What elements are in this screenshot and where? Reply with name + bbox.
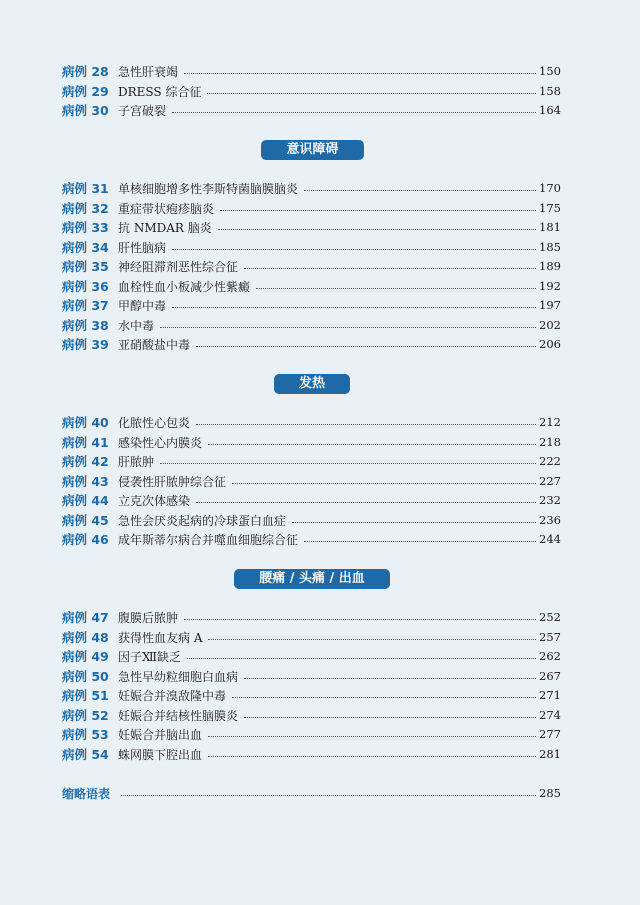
page-number: 227: [539, 474, 561, 488]
case-title: 妊娠合并结核性脑膜炎: [118, 708, 239, 723]
dot-leader: [304, 540, 536, 542]
section-heading-fever: 发热: [274, 374, 350, 394]
case-number: 病例 33: [62, 220, 109, 235]
dot-leader: [256, 287, 536, 289]
case-title: 神经阻滞剂恶性综合征: [118, 259, 239, 274]
page-number: 192: [539, 279, 561, 293]
case-title: 感染性心内膜炎: [118, 435, 203, 450]
toc-entry[interactable]: [62, 491, 561, 509]
page-number: 257: [539, 630, 561, 644]
case-title: 化脓性心包炎: [118, 415, 191, 430]
page-number: 271: [539, 688, 561, 702]
case-number: 病例 36: [62, 279, 109, 294]
abbreviations-label: 缩略语表: [62, 786, 111, 801]
toc-entry[interactable]: [62, 413, 561, 431]
case-title: 成年斯蒂尔病合并噬血细胞综合征: [118, 532, 299, 547]
case-number: 病例 53: [62, 727, 109, 742]
case-title: 亚硝酸盐中毒: [118, 337, 191, 352]
case-title: 妊娠合并脑出血: [118, 727, 203, 742]
toc-entry[interactable]: [62, 608, 561, 626]
toc-entry[interactable]: [62, 257, 561, 275]
page-number: 164: [539, 103, 561, 117]
dot-leader: [244, 267, 536, 269]
dot-leader: [244, 677, 536, 679]
toc-entry[interactable]: [62, 316, 561, 334]
page-number: 218: [539, 435, 561, 449]
toc-entry[interactable]: [62, 472, 561, 490]
toc-entry[interactable]: [62, 179, 561, 197]
toc-entry[interactable]: [62, 530, 561, 548]
page-number: 285: [539, 786, 561, 800]
page-number: 267: [539, 669, 561, 683]
page-number: 222: [539, 454, 561, 468]
dot-leader: [184, 72, 536, 74]
case-title: 获得性血友病 A: [118, 630, 203, 645]
case-number: 病例 41: [62, 435, 109, 450]
toc-entry-abbreviations[interactable]: [62, 784, 561, 802]
toc-entry[interactable]: [62, 667, 561, 685]
case-title: 侵袭性肝脓肿综合征: [118, 474, 227, 489]
case-title: 肝脓肿: [118, 454, 155, 469]
toc-entry[interactable]: [62, 511, 561, 529]
case-title: 单核细胞增多性李斯特菌脑膜脑炎: [118, 181, 299, 196]
case-number: 病例 44: [62, 493, 109, 508]
case-number: 病例 49: [62, 649, 109, 664]
dot-leader: [208, 755, 536, 757]
toc-entry[interactable]: [62, 62, 561, 80]
page-number: 185: [539, 240, 561, 254]
case-number: 病例 48: [62, 630, 109, 645]
toc-entry[interactable]: [62, 277, 561, 295]
case-title: 因子Ⅻ缺乏: [118, 649, 182, 664]
case-number: 病例 52: [62, 708, 109, 723]
case-title: DRESS 综合征: [118, 84, 202, 99]
section-heading-consciousness: 意识障碍: [261, 140, 364, 160]
dot-leader: [232, 482, 536, 484]
case-title: 子宫破裂: [118, 103, 167, 118]
case-title: 蛛网膜下腔出血: [118, 747, 203, 762]
case-title: 肝性脑病: [118, 240, 167, 255]
case-number: 病例 30: [62, 103, 109, 118]
toc-entry[interactable]: [62, 686, 561, 704]
page-number: 244: [539, 532, 561, 546]
toc-entry[interactable]: [62, 647, 561, 665]
dot-leader: [196, 501, 536, 503]
page-number: 158: [539, 84, 561, 98]
case-number: 病例 47: [62, 610, 109, 625]
case-number: 病例 46: [62, 532, 109, 547]
case-number: 病例 29: [62, 84, 109, 99]
page-number: 236: [539, 513, 561, 527]
page-number: 281: [539, 747, 561, 761]
dot-leader: [244, 716, 536, 718]
case-title: 重症带状疱疹脑炎: [118, 201, 215, 216]
dot-leader: [292, 521, 536, 523]
page-number: 252: [539, 610, 561, 624]
page-number: 197: [539, 298, 561, 312]
dot-leader: [172, 306, 536, 308]
page-number: 274: [539, 708, 561, 722]
toc-entry[interactable]: [62, 101, 561, 119]
toc-entry[interactable]: [62, 296, 561, 314]
case-title: 血栓性血小板减少性紫癜: [118, 279, 251, 294]
toc-entry[interactable]: [62, 725, 561, 743]
page-number: 170: [539, 181, 561, 195]
case-number: 病例 45: [62, 513, 109, 528]
case-number: 病例 50: [62, 669, 109, 684]
case-number: 病例 54: [62, 747, 109, 762]
dot-leader: [232, 696, 536, 698]
dot-leader: [218, 228, 536, 230]
page-number: 212: [539, 415, 561, 429]
page-number: 189: [539, 259, 561, 273]
section-heading-pain-bleeding: 腰痛 / 头痛 / 出血: [234, 569, 390, 589]
toc-entry[interactable]: [62, 452, 561, 470]
dot-leader: [220, 209, 536, 211]
toc-entry[interactable]: [62, 82, 561, 100]
case-title: 腹膜后脓肿: [118, 610, 179, 625]
case-number: 病例 34: [62, 240, 109, 255]
dot-leader: [196, 423, 536, 425]
toc-entry[interactable]: [62, 745, 561, 763]
toc-entry[interactable]: [62, 199, 561, 217]
dot-leader: [196, 345, 536, 347]
page-number: 277: [539, 727, 561, 741]
dot-leader: [208, 638, 536, 640]
case-title: 急性会厌炎起病的冷球蛋白血症: [118, 513, 287, 528]
case-number: 病例 43: [62, 474, 109, 489]
page-number: 175: [539, 201, 561, 215]
dot-leader: [208, 443, 536, 445]
dot-leader: [208, 735, 536, 737]
case-number: 病例 42: [62, 454, 109, 469]
case-number: 病例 39: [62, 337, 109, 352]
case-title: 甲醇中毒: [118, 298, 167, 313]
page-number: 232: [539, 493, 561, 507]
dot-leader: [172, 248, 536, 250]
page-number: 262: [539, 649, 561, 663]
case-number: 病例 38: [62, 318, 109, 333]
case-number: 病例 28: [62, 64, 109, 79]
case-title: 急性早幼粒细胞白血病: [118, 669, 239, 684]
case-number: 病例 51: [62, 688, 109, 703]
toc-entry[interactable]: [62, 706, 561, 724]
page-number: 150: [539, 64, 561, 78]
case-title: 妊娠合并溴敌隆中毒: [118, 688, 227, 703]
dot-leader: [187, 657, 536, 659]
case-title: 立克次体感染: [118, 493, 191, 508]
dot-leader: [160, 326, 536, 328]
case-number: 病例 35: [62, 259, 109, 274]
case-number: 病例 40: [62, 415, 109, 430]
dot-leader: [160, 462, 536, 464]
dot-leader: [121, 794, 536, 796]
case-title: 抗 NMDAR 脑炎: [118, 220, 212, 235]
case-number: 病例 37: [62, 298, 109, 313]
toc-entry[interactable]: [62, 628, 561, 646]
page-number: 202: [539, 318, 561, 332]
toc-entry[interactable]: [62, 433, 561, 451]
case-title: 急性肝衰竭: [118, 64, 179, 79]
toc-entry[interactable]: [62, 218, 561, 236]
dot-leader: [207, 92, 536, 94]
toc-entry[interactable]: [62, 238, 561, 256]
dot-leader: [184, 618, 536, 620]
page-number: 181: [539, 220, 561, 234]
case-title: 水中毒: [118, 318, 155, 333]
dot-leader: [304, 189, 536, 191]
case-number: 病例 32: [62, 201, 109, 216]
toc-entry[interactable]: [62, 335, 561, 353]
dot-leader: [172, 111, 536, 113]
page-number: 206: [539, 337, 561, 351]
case-number: 病例 31: [62, 181, 109, 196]
